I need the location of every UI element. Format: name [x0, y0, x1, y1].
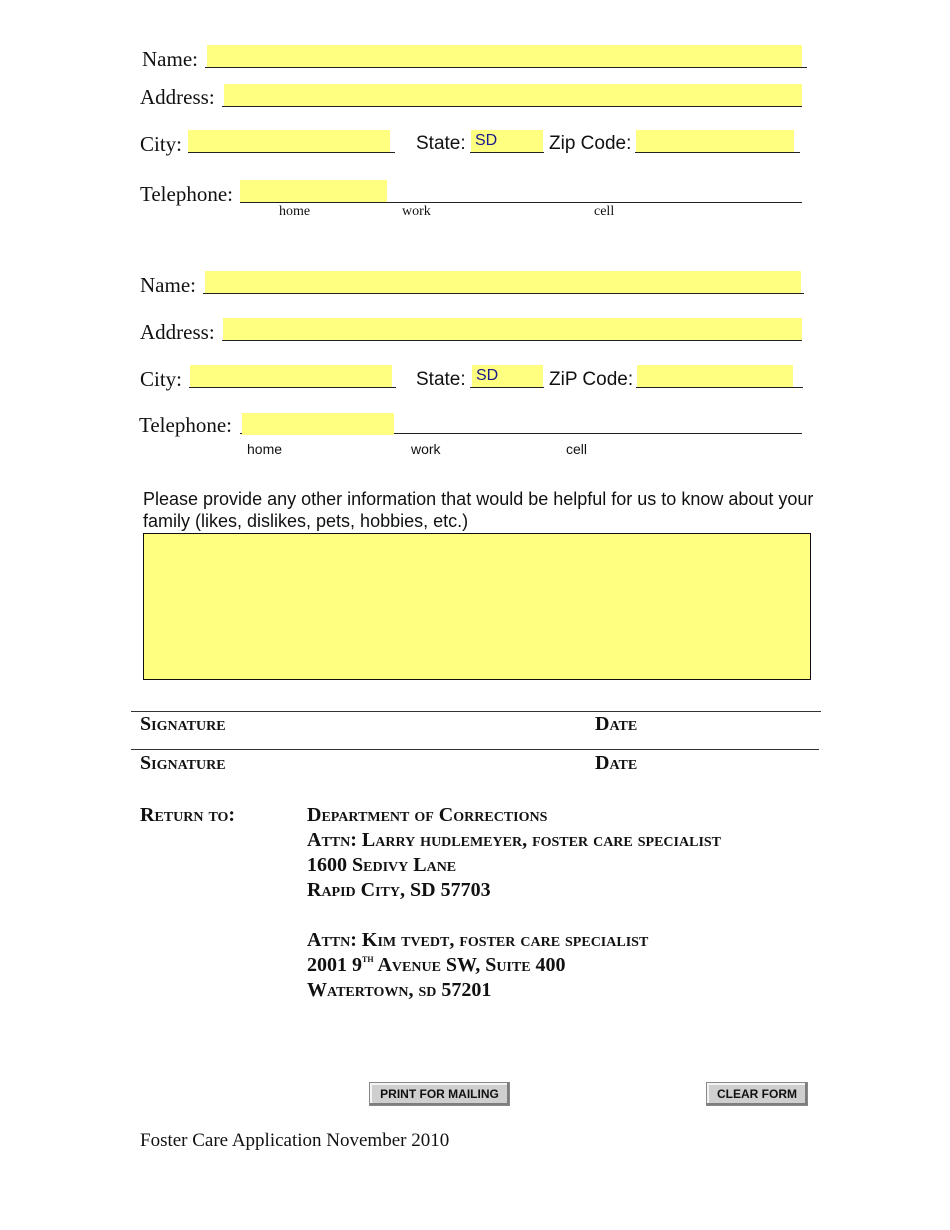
city-label-2: City:	[140, 367, 183, 391]
city-field-2[interactable]	[190, 365, 392, 387]
address-label-2: Address:	[140, 320, 215, 344]
telephone-field-1[interactable]	[240, 180, 387, 202]
footer-text: Foster Care Application November 2010	[140, 1130, 450, 1151]
signature-line-1	[131, 711, 821, 712]
phone-sub-work-1: work	[402, 204, 431, 219]
address-field-1[interactable]	[224, 84, 802, 106]
address2-superscript: th	[362, 953, 374, 965]
phone-sub-cell-2: cell	[566, 441, 588, 457]
state-underline-2	[470, 387, 544, 388]
address1-line-3: 1600 Sedivy Lane	[307, 854, 457, 876]
zip-field-2[interactable]	[637, 365, 793, 387]
name-field-2[interactable]	[205, 271, 801, 293]
telephone-label-1: Telephone:	[140, 182, 233, 206]
print-for-mailing-button[interactable]: PRINT FOR MAILING	[369, 1082, 510, 1106]
phone-sub-cell-1: cell	[594, 204, 615, 219]
other-info-textarea[interactable]	[143, 533, 811, 680]
address2-street-number: 2001 9	[307, 954, 362, 976]
zip-underline-1	[635, 152, 800, 153]
city-label-1: City:	[140, 132, 183, 156]
zip-label-2: ZiP Code:	[549, 369, 634, 390]
state-field-2[interactable]: SD	[472, 365, 543, 387]
phone-sub-home-1: home	[279, 204, 311, 219]
return-address-2	[307, 928, 648, 1003]
date-label-1: Date	[595, 713, 638, 735]
address2-line-2	[307, 953, 648, 978]
return-address-1	[307, 803, 721, 903]
city-field-1[interactable]	[188, 130, 390, 152]
city-underline-2	[189, 387, 396, 388]
telephone-field-2[interactable]	[242, 413, 394, 435]
zip-label-1: Zip Code:	[549, 133, 632, 154]
name-underline-2	[203, 293, 804, 294]
other-info-prompt: Please provide any other information that would be helpful for us to know about your family (likes, dislikes, pets, hobbies, etc.)	[143, 489, 814, 531]
address-underline-1	[222, 106, 802, 107]
city-underline-1	[188, 152, 395, 153]
date-label-2: Date	[595, 752, 638, 774]
address-field-2[interactable]	[223, 318, 802, 340]
clear-form-button[interactable]: CLEAR FORM	[706, 1082, 808, 1106]
address-label-1: Address:	[140, 85, 215, 109]
zip-underline-2	[636, 387, 803, 388]
name-underline-1	[205, 67, 807, 68]
address1-line-4: Rapid City, SD 57703	[307, 879, 491, 901]
return-to-label: Return to:	[140, 804, 236, 826]
address2-line-1: Attn: Kim tvedt, foster care specialist	[307, 929, 649, 951]
state-field-1[interactable]: SD	[471, 130, 543, 152]
state-label-2: State:	[416, 369, 466, 390]
state-label-1: State:	[416, 133, 466, 154]
phone-sub-work-2: work	[411, 441, 441, 457]
address2-line-3: Watertown, sd 57201	[307, 979, 492, 1001]
state-underline-1	[470, 152, 544, 153]
name-label-1: Name:	[142, 47, 198, 71]
signature-label-2: Signature	[140, 752, 226, 774]
name-label-2: Name:	[140, 273, 196, 297]
address1-line-1: Department of Corrections	[307, 804, 548, 826]
zip-field-1[interactable]	[636, 130, 794, 152]
name-field-1[interactable]	[207, 45, 802, 67]
signature-label-1: Signature	[140, 713, 226, 735]
address2-street-rest: Avenue SW, Suite 400	[373, 954, 566, 976]
address1-line-2: Attn: Larry hudlemeyer, foster care specialist	[307, 829, 722, 851]
signature-line-2	[131, 749, 819, 750]
address-underline-2	[222, 340, 802, 341]
phone-sub-home-2: home	[247, 441, 283, 457]
telephone-underline-1	[240, 202, 802, 203]
telephone-label-2: Telephone:	[139, 413, 232, 437]
